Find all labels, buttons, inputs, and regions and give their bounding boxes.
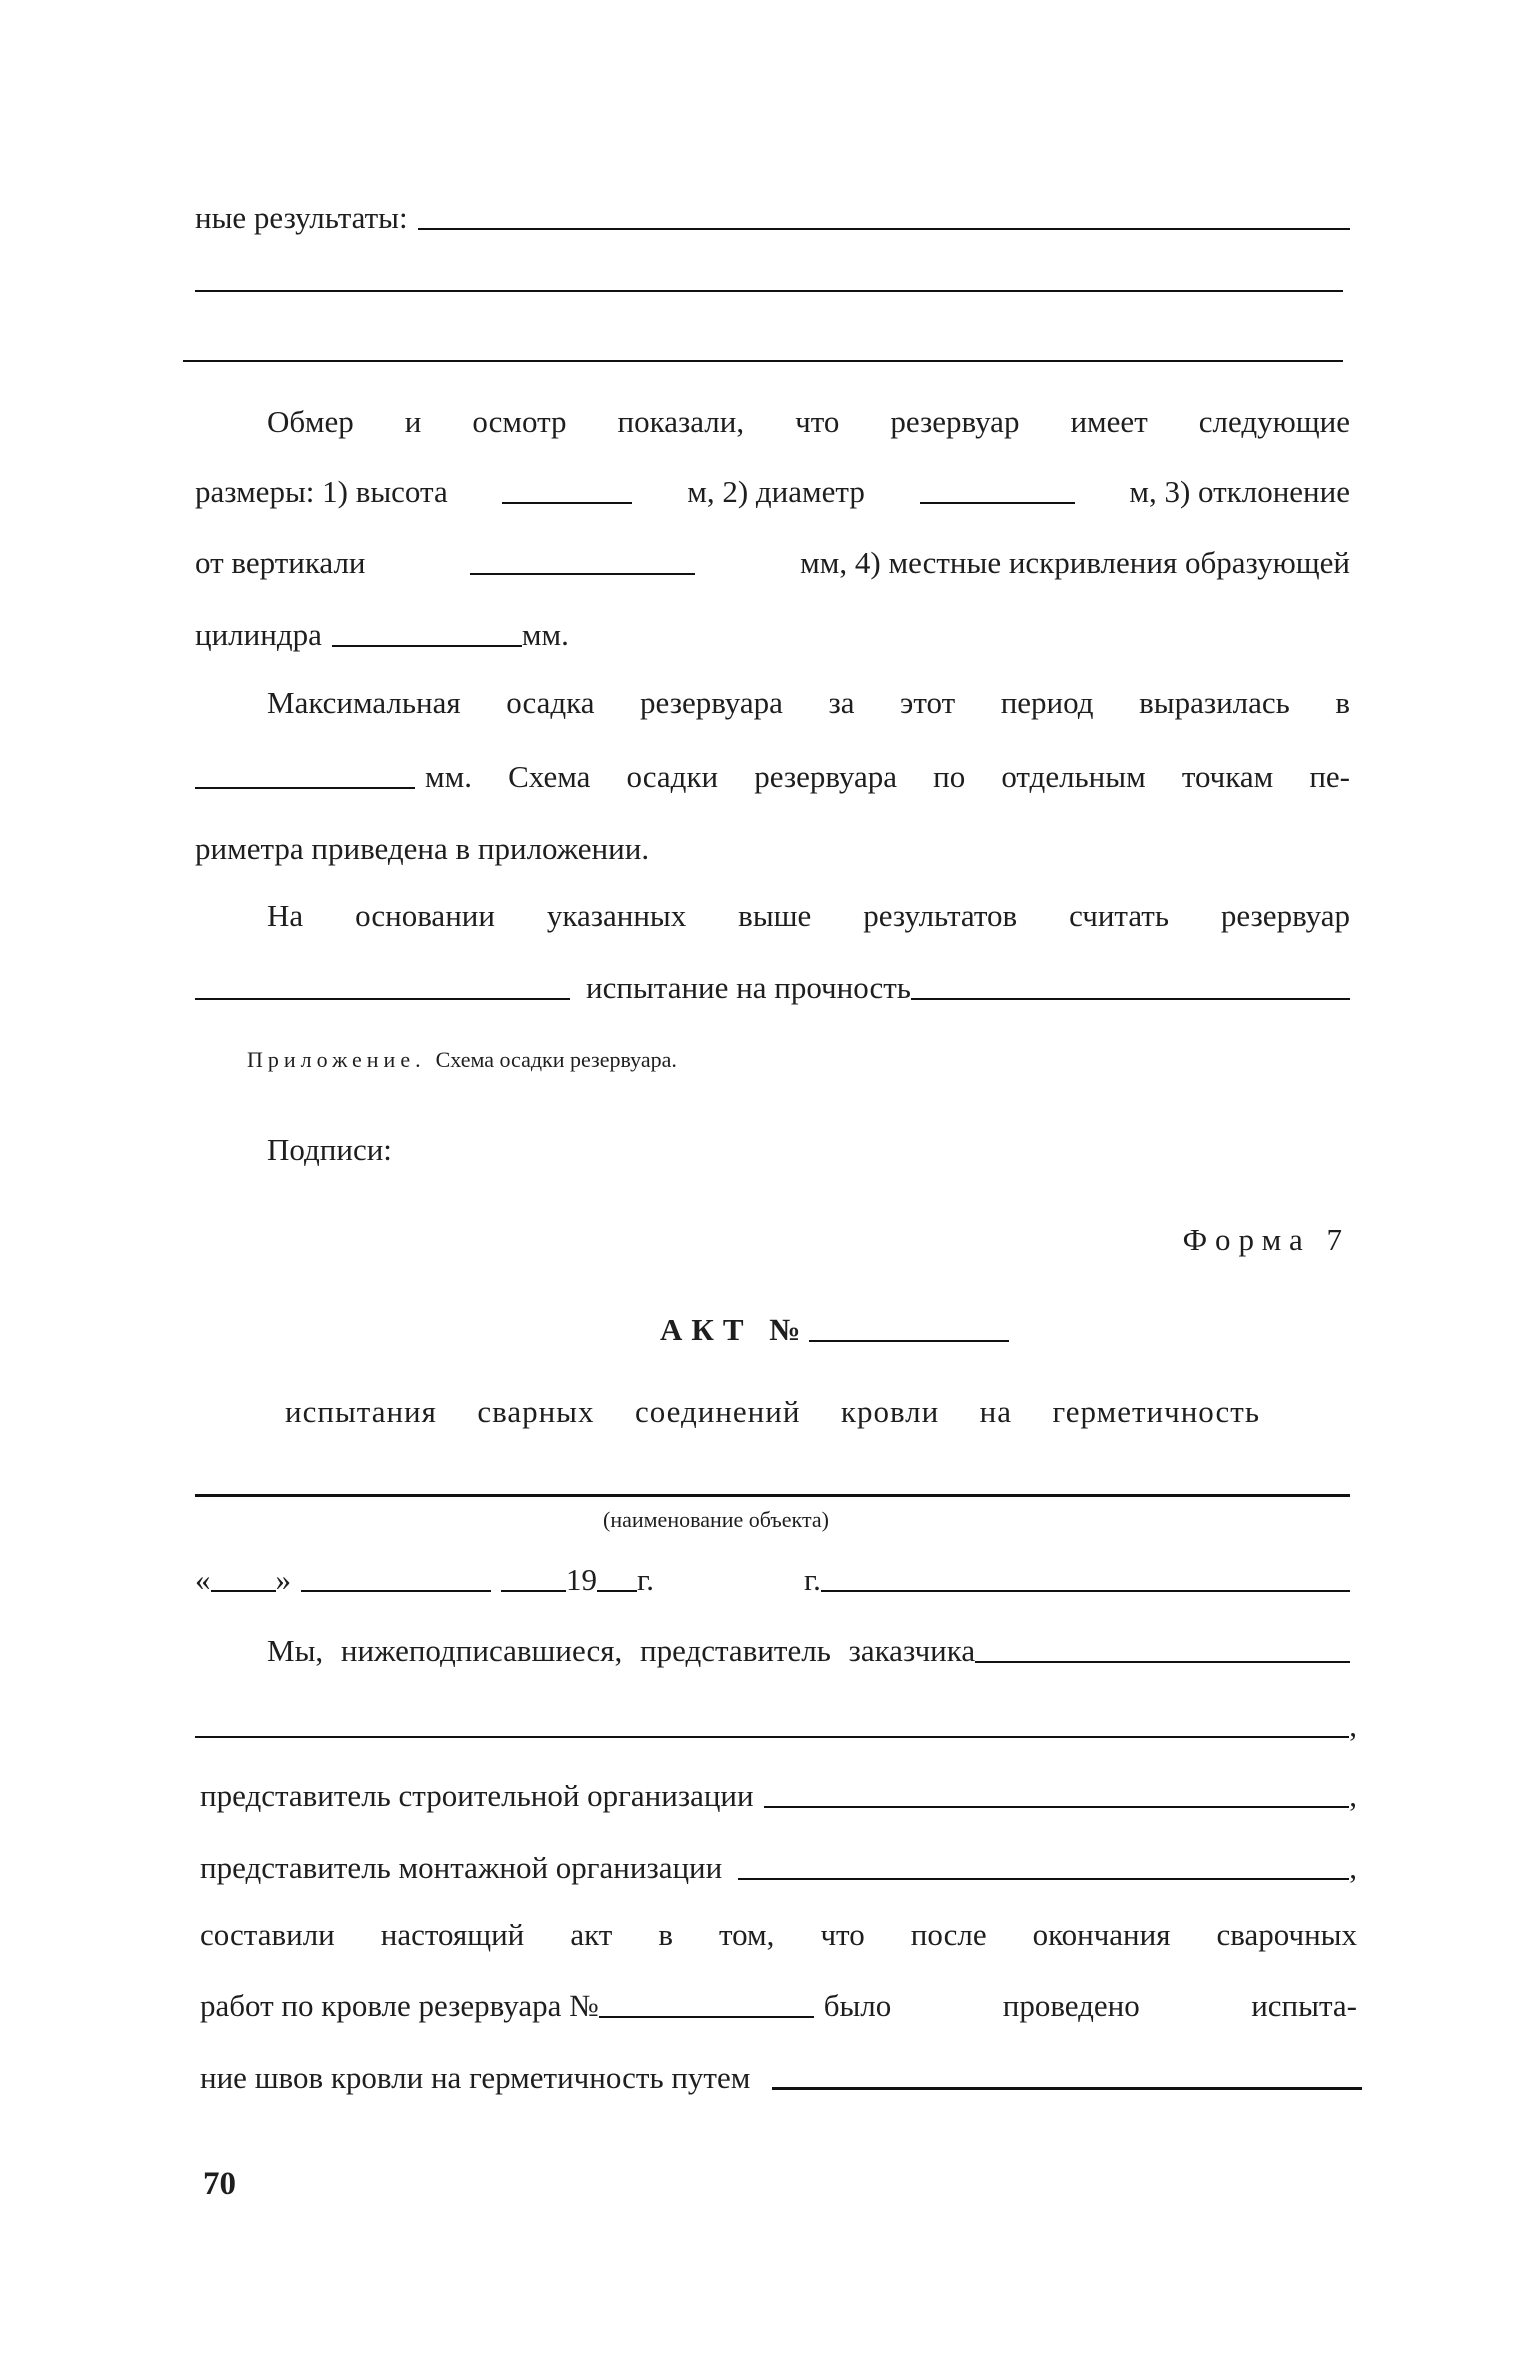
- object-caption-text: (наименование объекта): [603, 1507, 829, 1532]
- blank-vertical: [470, 573, 695, 575]
- text-height-label: размеры: 1) высота: [195, 474, 448, 509]
- page-number: [203, 2164, 236, 2204]
- text-strength-test: испытание на прочность: [586, 970, 911, 1005]
- form-label: Форма 7: [1182, 1222, 1350, 1257]
- text-line: [200, 1848, 1357, 1888]
- installation-rep-label: представитель монтажной организации: [200, 1850, 723, 1885]
- blank-day: [211, 1590, 276, 1592]
- text-test-done: было проведено испыта-: [823, 1988, 1357, 2023]
- comma: ,: [1349, 1778, 1357, 1813]
- blank-installation: [738, 1878, 1349, 1880]
- year-suffix: г.: [637, 1562, 654, 1597]
- text-line: риметра приведена в приложении.: [195, 831, 650, 866]
- appendix-note: [247, 1040, 677, 1080]
- quote-open: «: [195, 1562, 211, 1597]
- paragraph-line: [195, 829, 649, 869]
- page-number-text: 70: [203, 2166, 236, 2202]
- object-caption: [603, 1500, 829, 1540]
- city-prefix: г.: [803, 1562, 821, 1597]
- blank-customer-2: [195, 1736, 1349, 1738]
- text-cylinder-label: цилиндра: [195, 617, 322, 652]
- blank-height: [502, 502, 632, 504]
- tank-number-label: работ по кровле резервуара №: [200, 1988, 599, 2023]
- blank-act-number: [809, 1340, 1009, 1342]
- blank-method: [772, 2087, 1362, 2090]
- blank-tank-number: [599, 2016, 814, 2018]
- act-subtitle: [285, 1392, 1260, 1432]
- text-line: [200, 1915, 1357, 1955]
- text-line: мм. Схема осадки резервуара по отдельным точкам пе-: [425, 759, 1350, 794]
- customer-rep-label: Мы, нижеподписавшиеся, представитель заказчика: [267, 1633, 976, 1668]
- construction-rep-label: представитель строительной организации: [200, 1778, 754, 1813]
- blank-settlement: [195, 787, 415, 789]
- quote-close: »: [275, 1562, 291, 1597]
- text-line: Обмер и осмотр показали, что резервуар имеет следующие: [267, 404, 1350, 439]
- paragraph-line: [195, 543, 1350, 583]
- blank-cylinder: [332, 645, 522, 647]
- blank-city: [821, 1590, 1350, 1592]
- text-line: Максимальная осадка резервуара за этот период выразилась в: [267, 685, 1350, 720]
- text-vertical-label: от вертикали: [195, 545, 366, 580]
- blank-month: [301, 1590, 491, 1592]
- comma: ,: [1349, 1850, 1357, 1885]
- method-label: ние швов кровли на герметичность путем: [200, 2060, 751, 2095]
- signatures-line: [267, 1130, 392, 1170]
- act-title-text: АКТ №: [660, 1312, 810, 1347]
- paragraph-line: [195, 968, 1350, 1008]
- text-line: [200, 2058, 1362, 2098]
- signatures-label: Подписи:: [267, 1132, 392, 1167]
- subtitle-text: испытания сварных соединений кровли на герметичность: [285, 1394, 1260, 1429]
- paragraph-line: [195, 615, 569, 655]
- blank-strength: [911, 998, 1350, 1000]
- paragraph-line: [267, 896, 1350, 936]
- act-title: [660, 1310, 1009, 1350]
- results-label: ные результаты:: [195, 200, 408, 235]
- object-name-rule: [195, 1494, 1350, 1497]
- text-line-5: составили настоящий акт в том, что после окончания сварочных: [200, 1917, 1357, 1952]
- text-line: [195, 1706, 1357, 1746]
- form-number: [1183, 1220, 1350, 1260]
- blank-rule: [183, 360, 1343, 362]
- text-mm: мм.: [521, 617, 569, 652]
- blank-diameter: [920, 502, 1075, 504]
- blank-conclusion: [195, 998, 570, 1000]
- blank-field: [418, 228, 1350, 230]
- appendix-label: Приложение.: [247, 1047, 426, 1072]
- paragraph-line: [195, 757, 1350, 797]
- blank-customer: [975, 1661, 1350, 1663]
- results-line: [195, 198, 1350, 238]
- text-line: [200, 1986, 1357, 2026]
- text-line: На основании указанных выше результатов считать резервуар: [267, 898, 1350, 933]
- text-deviation-label: м, 3) отклонение: [1129, 474, 1350, 509]
- paragraph-line: [195, 472, 1350, 512]
- date-line: [195, 1560, 1350, 1600]
- blank-construction: [764, 1806, 1350, 1808]
- text-curvature-label: мм, 4) местные искривления образующей: [800, 545, 1350, 580]
- blank-month-2: [501, 1590, 566, 1592]
- text-line: [267, 1631, 1350, 1671]
- appendix-text: Схема осадки резервуара.: [435, 1047, 677, 1072]
- blank-rule: [195, 290, 1343, 292]
- paragraph-line: [267, 402, 1350, 442]
- text-diameter-label: м, 2) диаметр: [687, 474, 865, 509]
- paragraph-line: [267, 683, 1350, 723]
- text-line: [200, 1776, 1357, 1816]
- year-prefix: 19: [566, 1562, 597, 1597]
- blank-year: [597, 1590, 637, 1592]
- comma: ,: [1349, 1708, 1357, 1743]
